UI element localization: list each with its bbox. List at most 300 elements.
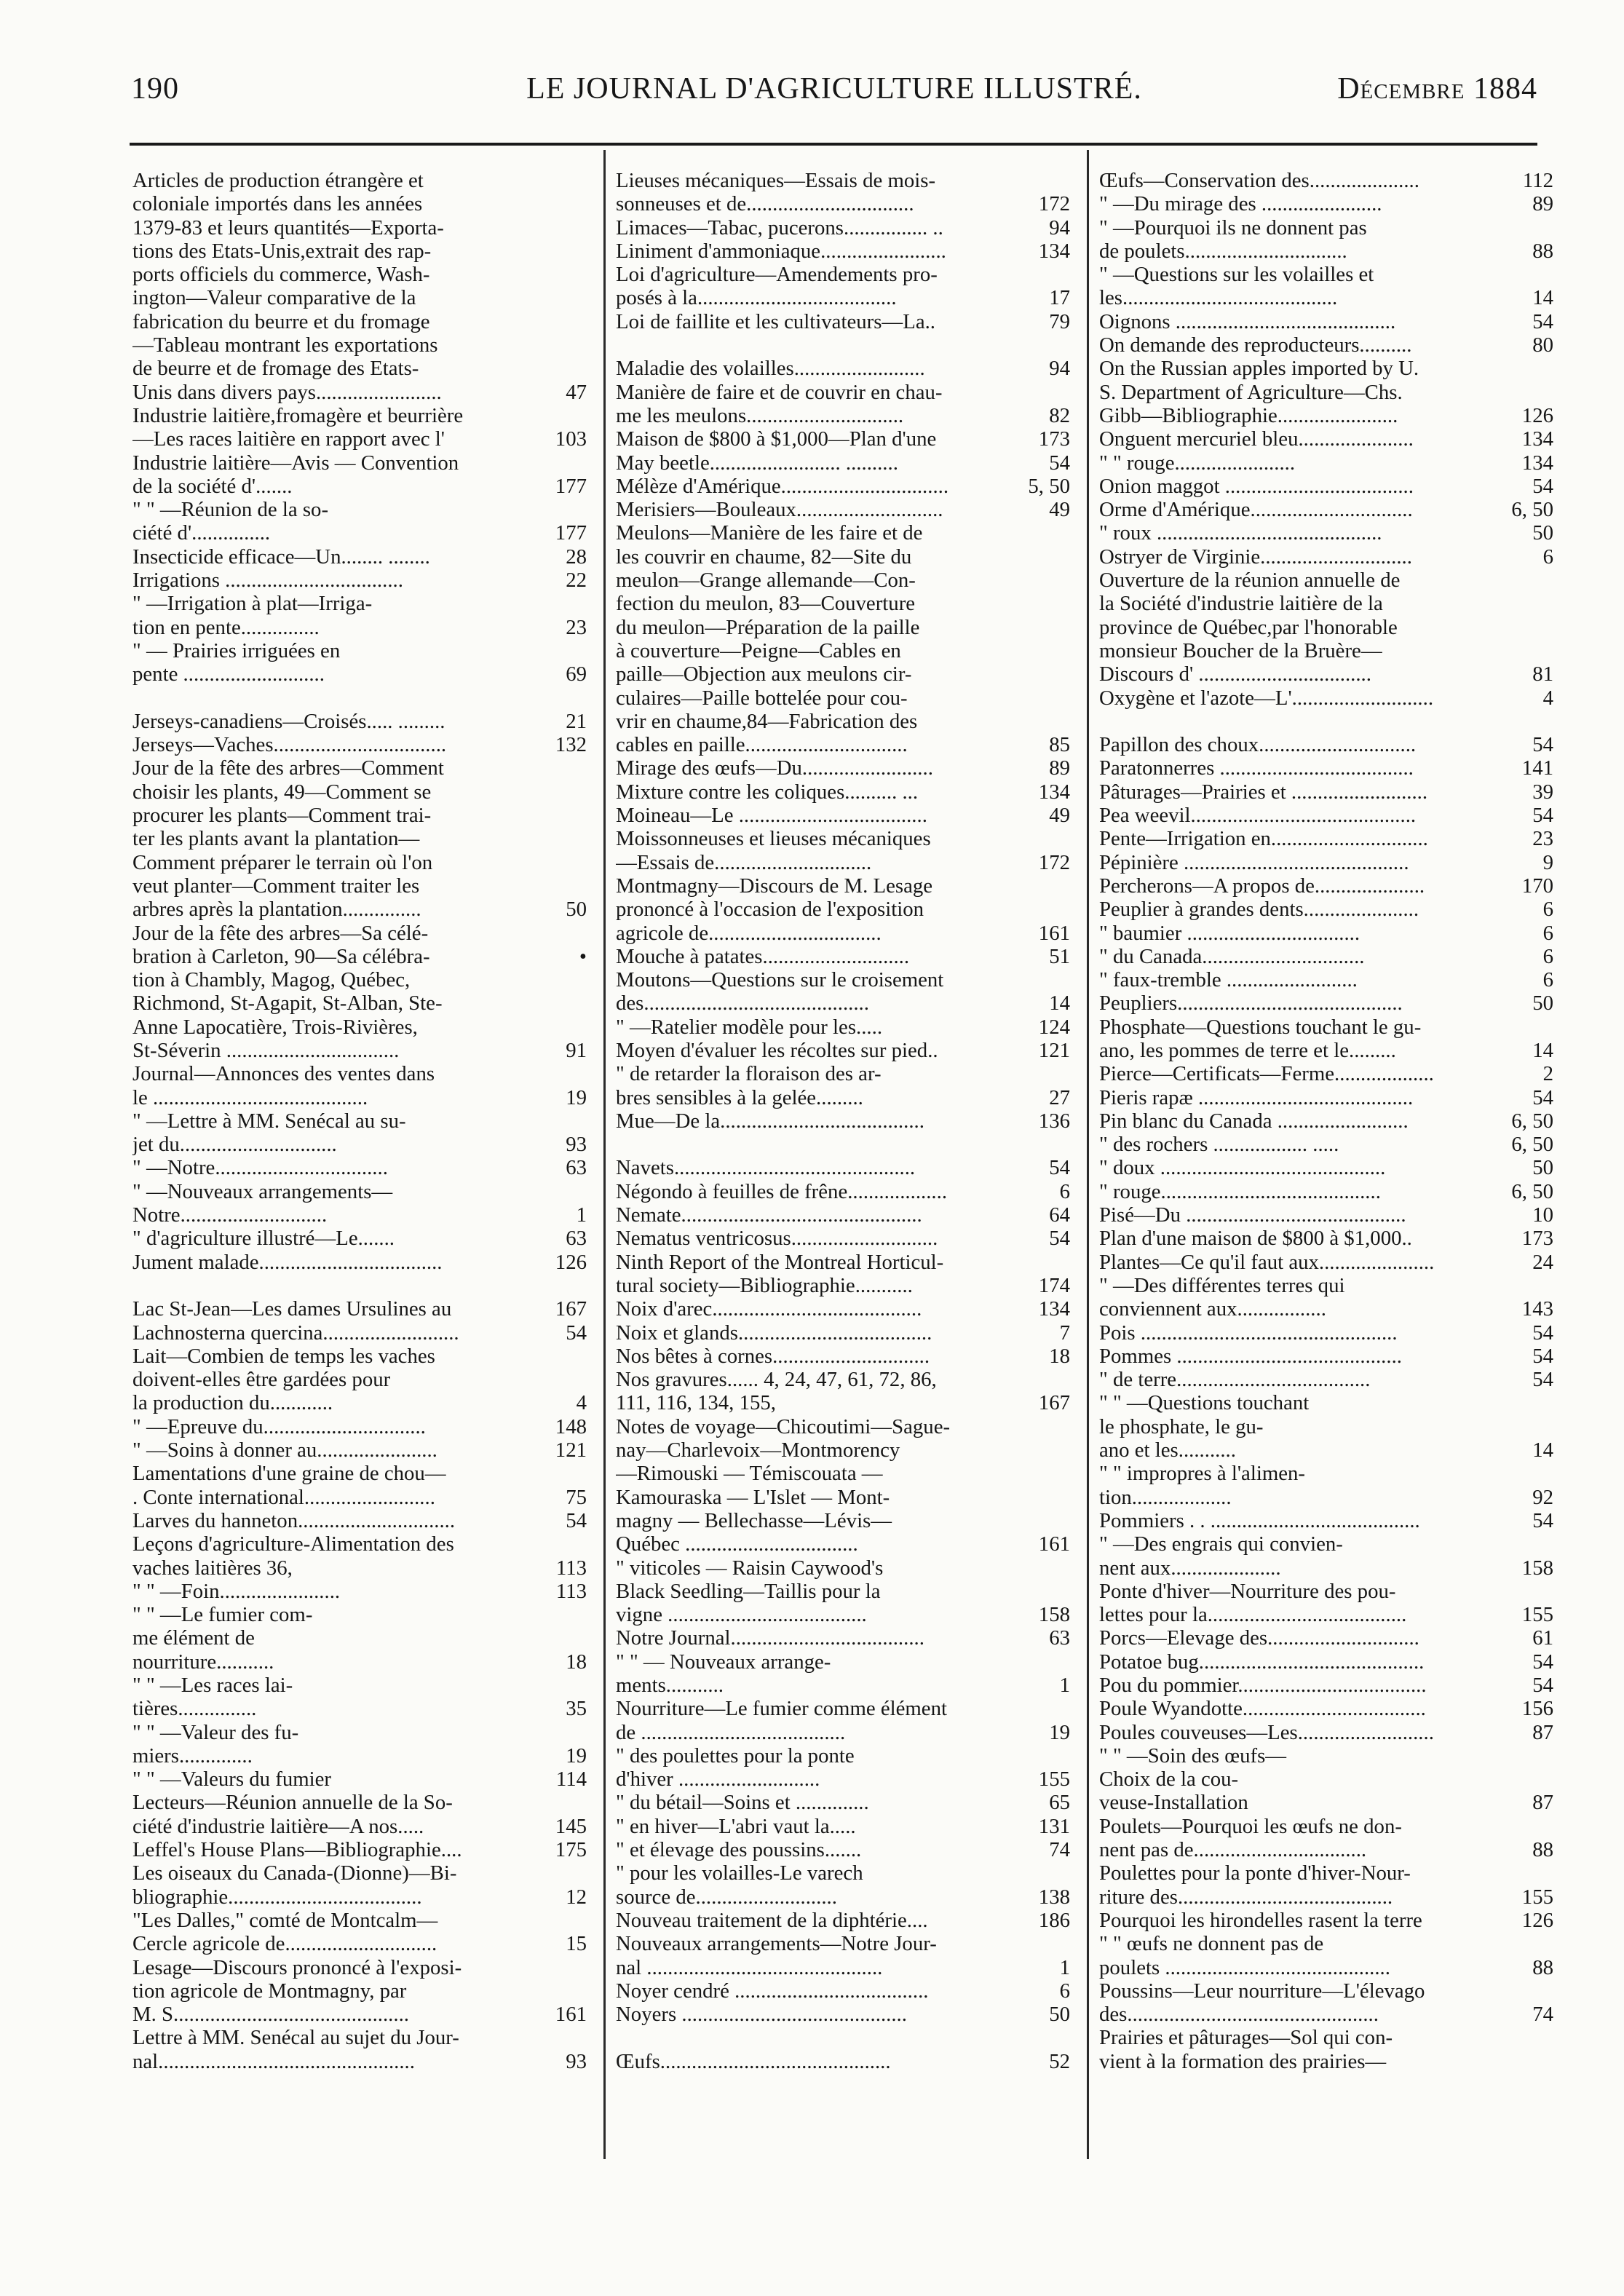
index-entry xyxy=(616,1721,1070,1744)
entry-text: Nouveaux arrangements—Notre Jour- xyxy=(616,1932,937,1956)
entry-text: Nematus ventricosus............................ xyxy=(616,1227,938,1251)
index-entry xyxy=(1099,874,1553,898)
entry-text: Montmagny—Discours de M. Lesage xyxy=(616,874,933,898)
entry-text: " roux ........................................... xyxy=(1099,521,1382,545)
page-number: 190 xyxy=(131,72,179,106)
index-entry xyxy=(1099,1156,1553,1179)
entry-page-number: 167 xyxy=(555,1297,587,1321)
entry-text: Leffel's House Plans—Bibliographie.... xyxy=(132,1838,462,1862)
entry-text: " et élevage des poussins....... xyxy=(616,1838,862,1862)
entry-text: riture des......................................... xyxy=(1099,1885,1393,1909)
entry-text: jet du.............................. xyxy=(132,1133,337,1157)
entry-page-number: 114 xyxy=(555,1767,587,1792)
index-entry xyxy=(1099,1791,1553,1814)
entry-text: ano et les........... xyxy=(1099,1438,1236,1462)
index-entry xyxy=(132,1932,587,1955)
entry-page-number: 131 xyxy=(1038,1814,1070,1838)
entry-text: Merisiers—Bouleaux............................ xyxy=(616,498,943,522)
entry-page-number: 161 xyxy=(1038,1532,1070,1556)
entry-page-number: 1 xyxy=(576,1203,587,1227)
entry-page-number: 93 xyxy=(566,2049,587,2073)
entry-text: Insecticide efficace—Un........ ........ xyxy=(132,545,430,569)
index-entry xyxy=(616,1697,1070,1720)
index-entry xyxy=(1099,945,1553,968)
entry-text: tural society—Bibliographie........... xyxy=(616,1273,913,1297)
index-entry xyxy=(132,1956,587,1979)
entry-text: Jerseys—Vaches................................. xyxy=(132,733,447,757)
entry-text: Jour de la fête des arbres—Comment xyxy=(132,756,444,780)
entry-page-number: 88 xyxy=(1532,1838,1553,1862)
index-entry xyxy=(132,240,587,263)
entry-page-number: 155 xyxy=(1521,1603,1553,1627)
entry-page-number: 94 xyxy=(1049,215,1070,240)
entry-text: posés à la...................................... xyxy=(616,286,897,310)
entry-text: me élément de xyxy=(132,1626,255,1650)
index-entry xyxy=(132,216,587,240)
index-entry xyxy=(132,1979,587,2003)
entry-page-number: 63 xyxy=(566,1156,587,1180)
entry-text: les couvrir en chaume, 82—Site du xyxy=(616,545,912,569)
entry-text: des........................................... xyxy=(616,991,869,1016)
entry-text: Ouverture de la réunion annuelle de xyxy=(1099,569,1401,593)
section-spacer xyxy=(132,686,587,710)
entry-page-number: 54 xyxy=(1532,1508,1553,1532)
entry-text: " —Notre................................. xyxy=(132,1156,388,1180)
entry-page-number: 143 xyxy=(1521,1297,1553,1321)
entry-text: " " —Le fumier com- xyxy=(132,1603,313,1627)
page-header xyxy=(131,71,1537,109)
index-entry xyxy=(616,1156,1070,1179)
entry-page-number: 50 xyxy=(1532,991,1553,1016)
entry-text: bration à Carleton, 90—Sa célébra- xyxy=(132,944,430,968)
entry-text: province de Québec,par l'honorable xyxy=(1099,615,1398,639)
entry-text: de poulets............................... xyxy=(1099,239,1347,263)
index-entry xyxy=(132,991,587,1015)
entry-text: Moissonneuses et lieuses mécaniques xyxy=(616,827,931,851)
index-entry xyxy=(616,616,1070,639)
entry-text: Plantes—Ce qu'il faut aux...................... xyxy=(1099,1250,1435,1274)
entry-page-number: 51 xyxy=(1049,944,1070,968)
index-entry xyxy=(132,1156,587,1179)
entry-text: Nos bêtes à cornes.............................. xyxy=(616,1344,930,1368)
entry-page-number: 6, 50 xyxy=(1511,1133,1553,1157)
index-entry xyxy=(616,592,1070,615)
index-entry xyxy=(1099,216,1553,240)
entry-text: —Les races laitière en rapport avec l' xyxy=(132,427,445,451)
index-entry xyxy=(1099,686,1553,710)
index-entry xyxy=(616,192,1070,215)
entry-page-number: 87 xyxy=(1532,1791,1553,1815)
index-entry xyxy=(616,639,1070,662)
entry-page-number: 6 xyxy=(1059,1179,1070,1203)
index-entry xyxy=(132,710,587,733)
entry-page-number: 170 xyxy=(1521,874,1553,898)
entry-page-number: 112 xyxy=(1522,169,1553,192)
index-entry xyxy=(132,404,587,427)
entry-page-number: 21 xyxy=(566,709,587,733)
entry-text: " du bétail—Soins et .............. xyxy=(616,1791,869,1815)
entry-text: —Rimouski — Témiscouata — xyxy=(616,1462,883,1486)
index-entry xyxy=(132,1297,587,1321)
column-divider-2 xyxy=(1087,150,1089,2159)
entry-text: tions des Etats-Unis,extrait des rap- xyxy=(132,239,432,263)
entry-text: Mouche à patates............................ xyxy=(616,944,910,968)
index-entry xyxy=(1099,1486,1553,1509)
entry-text: source de........................... xyxy=(616,1885,837,1909)
index-entry xyxy=(616,1956,1070,1979)
index-entry xyxy=(616,1556,1070,1580)
entry-text: Nourriture—Le fumier comme élément xyxy=(616,1697,947,1721)
index-column-3 xyxy=(1099,169,1553,2073)
section-spacer xyxy=(616,1133,1070,1156)
entry-text: Larves du hanneton.............................. xyxy=(132,1508,456,1532)
entry-page-number: 81 xyxy=(1532,662,1553,686)
entry-page-number: 19 xyxy=(566,1743,587,1767)
index-entry xyxy=(1099,521,1553,545)
entry-text: " " œufs ne donnent pas de xyxy=(1099,1932,1324,1956)
index-entry xyxy=(616,1109,1070,1133)
index-entry xyxy=(1099,1133,1553,1156)
index-entry xyxy=(1099,991,1553,1015)
entry-page-number: 54 xyxy=(1532,1650,1553,1674)
entry-text: Onion maggot .................................... xyxy=(1099,474,1414,498)
entry-page-number: 23 xyxy=(1532,827,1553,851)
index-entry xyxy=(132,1062,587,1085)
index-entry xyxy=(1099,780,1553,804)
index-entry xyxy=(1099,1297,1553,1321)
entry-text: meulon—Grange allemande—Con- xyxy=(616,569,916,593)
entry-text: Lecteurs—Réunion annuelle de la So- xyxy=(132,1791,453,1815)
entry-text: " —Lettre à MM. Senécal au su- xyxy=(132,1109,406,1133)
entry-text: Plan d'une maison de $800 à $1,000.. xyxy=(1099,1227,1412,1251)
index-entry xyxy=(616,1039,1070,1062)
index-entry xyxy=(616,756,1070,780)
entry-page-number: 161 xyxy=(1038,921,1070,945)
entry-page-number: 80 xyxy=(1532,333,1553,357)
index-entry xyxy=(616,451,1070,475)
index-entry xyxy=(616,1203,1070,1227)
index-entry xyxy=(616,1016,1070,1039)
entry-page-number: 88 xyxy=(1532,1955,1553,1979)
entry-page-number: 173 xyxy=(1038,427,1070,451)
index-entry xyxy=(132,381,587,404)
index-entry xyxy=(132,662,587,686)
entry-text: Orme d'Amérique............................... xyxy=(1099,498,1413,522)
index-entry xyxy=(616,991,1070,1015)
entry-text: " —Pourquoi ils ne donnent pas xyxy=(1099,215,1367,240)
entry-text: Moineau—Le .................................... xyxy=(616,804,927,828)
entry-text: Nouveau traitement de la diphtérie.... xyxy=(616,1908,928,1932)
entry-text: Choix de la cou- xyxy=(1099,1767,1239,1792)
entry-text: Œufs—Conservation des..................... xyxy=(1099,169,1419,192)
entry-text: " —Des engrais qui convien- xyxy=(1099,1532,1343,1556)
index-entry xyxy=(132,1721,587,1744)
entry-page-number: 10 xyxy=(1532,1203,1553,1227)
entry-text: nal ............................................. xyxy=(616,1955,883,1979)
entry-page-number: 126 xyxy=(1521,1908,1553,1932)
index-entry xyxy=(616,1486,1070,1509)
entry-page-number: 121 xyxy=(1038,1038,1070,1062)
index-entry xyxy=(132,1227,587,1250)
index-entry xyxy=(616,686,1070,710)
index-entry xyxy=(1099,639,1553,662)
entry-text: Œufs............................................ xyxy=(616,2049,891,2073)
section-spacer xyxy=(616,333,1070,357)
entry-page-number: 14 xyxy=(1532,1438,1553,1462)
index-entry xyxy=(132,475,587,498)
entry-page-number: 126 xyxy=(1521,403,1553,427)
index-entry xyxy=(132,333,587,357)
entry-text: " rouge.......................................... xyxy=(1099,1179,1381,1203)
index-entry xyxy=(132,1674,587,1697)
entry-text: Paratonnerres ..................................... xyxy=(1099,756,1414,780)
entry-page-number: 4 xyxy=(1542,686,1553,710)
index-entry xyxy=(1099,662,1553,686)
entry-page-number: 6 xyxy=(1542,968,1553,992)
index-entry xyxy=(1099,733,1553,756)
entry-text: Percherons—A propos de..................... xyxy=(1099,874,1425,898)
entry-page-number: 35 xyxy=(566,1697,587,1721)
index-entry xyxy=(616,1861,1070,1885)
entry-page-number: 14 xyxy=(1049,991,1070,1016)
entry-text: tion à Chambly, Magog, Québec, xyxy=(132,968,411,992)
entry-page-number: 134 xyxy=(1038,239,1070,263)
index-entry xyxy=(132,1133,587,1156)
index-entry xyxy=(1099,240,1553,263)
index-entry xyxy=(616,521,1070,545)
entry-page-number: 155 xyxy=(1521,1885,1553,1909)
entry-text: Peuplier à grandes dents...................... xyxy=(1099,898,1419,922)
entry-text: " " —Questions touchant xyxy=(1099,1391,1310,1415)
index-entry xyxy=(132,1486,587,1509)
entry-text: Pourquoi les hirondelles rasent la terre xyxy=(1099,1908,1422,1932)
entry-text: vrir en chaume,84—Fabrication des xyxy=(616,709,918,733)
entry-page-number: 19 xyxy=(1049,1720,1070,1744)
entry-page-number: 89 xyxy=(1532,192,1553,216)
index-entry xyxy=(616,1603,1070,1626)
index-entry xyxy=(1099,475,1553,498)
entry-page-number: 186 xyxy=(1038,1908,1070,1932)
index-entry xyxy=(616,1415,1070,1438)
entry-text: des................................................ xyxy=(1099,2003,1379,2027)
index-entry xyxy=(132,874,587,898)
index-entry xyxy=(616,569,1070,592)
entry-page-number: 54 xyxy=(1532,1344,1553,1368)
index-entry xyxy=(132,1791,587,1814)
entry-page-number: 173 xyxy=(1521,1227,1553,1251)
entry-text: Maison de $800 à $1,000—Plan d'une xyxy=(616,427,937,451)
entry-page-number: 54 xyxy=(1049,451,1070,475)
index-entry xyxy=(1099,1086,1553,1109)
index-entry xyxy=(132,1039,587,1062)
entry-text: " " — Nouveaux arrange- xyxy=(616,1650,831,1674)
index-entry xyxy=(616,475,1070,498)
entry-text: Oignons .......................................... xyxy=(1099,309,1396,333)
index-entry xyxy=(1099,1721,1553,1744)
entry-text: Meulons—Manière de les faire et de xyxy=(616,521,923,545)
entry-page-number: 54 xyxy=(1532,309,1553,333)
index-entry xyxy=(616,1509,1070,1532)
index-entry xyxy=(1099,2050,1553,2073)
index-entry xyxy=(616,945,1070,968)
index-entry xyxy=(1099,1956,1553,1979)
index-entry xyxy=(132,1203,587,1227)
index-entry xyxy=(616,922,1070,945)
entry-text: " " rouge....................... xyxy=(1099,451,1296,475)
index-entry xyxy=(132,1086,587,1109)
entry-text: Papillon des choux.............................. xyxy=(1099,733,1417,757)
entry-page-number: 54 xyxy=(1532,474,1553,498)
entry-text: tion en pente............... xyxy=(132,615,320,639)
entry-text: Notes de voyage—Chicoutimi—Sague- xyxy=(616,1414,951,1438)
entry-page-number: 24 xyxy=(1532,1250,1553,1274)
entry-text: les......................................... xyxy=(1099,286,1338,310)
entry-text: On demande des reproducteurs.......... xyxy=(1099,333,1412,357)
entry-text: " " —Les races lai- xyxy=(132,1674,293,1697)
entry-text: " —Soins à donner au....................... xyxy=(132,1438,437,1462)
entry-text: Peupliers........................................... xyxy=(1099,991,1403,1016)
index-entry xyxy=(1099,427,1553,451)
index-entry xyxy=(1099,827,1553,850)
index-entry xyxy=(132,451,587,475)
entry-text: de beurre et de fromage des Etats- xyxy=(132,357,419,381)
index-entry xyxy=(132,1815,587,1838)
entry-page-number: 6 xyxy=(1059,1979,1070,2003)
index-column-2 xyxy=(616,169,1070,2073)
index-entry xyxy=(132,1368,587,1391)
entry-text: veut planter—Comment traiter les xyxy=(132,874,420,898)
entry-text: pente ........................... xyxy=(132,662,325,686)
entry-page-number: 177 xyxy=(555,474,587,498)
index-entry xyxy=(1099,1532,1553,1556)
index-entry xyxy=(616,169,1070,192)
entry-text: monsieur Boucher de la Bruère— xyxy=(1099,638,1382,662)
index-entry xyxy=(616,1650,1070,1674)
entry-text: de la société d'....... xyxy=(132,474,293,498)
index-entry xyxy=(616,1909,1070,1932)
entry-page-number: 54 xyxy=(566,1508,587,1532)
entry-text: nay—Charlevoix—Montmorency xyxy=(616,1438,900,1462)
entry-page-number: 124 xyxy=(1038,1015,1070,1039)
index-entry xyxy=(616,2003,1070,2026)
entry-text: 1379-83 et leurs quantités—Exporta- xyxy=(132,215,444,240)
index-entry xyxy=(1099,498,1553,521)
index-entry xyxy=(132,1580,587,1603)
entry-text: paille—Objection aux meulons cir- xyxy=(616,662,912,686)
index-entry xyxy=(616,427,1070,451)
entry-text: " d'agriculture illustré—Le....... xyxy=(132,1227,395,1251)
index-entry xyxy=(616,827,1070,850)
entry-page-number: 39 xyxy=(1532,780,1553,804)
index-entry xyxy=(132,2026,587,2049)
index-entry xyxy=(616,1532,1070,1556)
index-entry xyxy=(1099,1603,1553,1626)
entry-text: Poulets—Pourquoi les œufs ne don- xyxy=(1099,1814,1402,1838)
index-entry xyxy=(132,427,587,451)
index-entry xyxy=(1099,1650,1553,1674)
index-entry xyxy=(616,1791,1070,1814)
index-entry xyxy=(616,1932,1070,1955)
entry-text: Lait—Combien de temps les vaches xyxy=(132,1344,435,1368)
index-entry xyxy=(132,2050,587,2073)
index-entry xyxy=(616,710,1070,733)
index-entry xyxy=(1099,1509,1553,1532)
entry-page-number: 145 xyxy=(555,1814,587,1838)
entry-page-number: 85 xyxy=(1049,733,1070,757)
entry-text: —Tableau montrant les exportations xyxy=(132,333,438,357)
entry-page-number: 87 xyxy=(1532,1720,1553,1744)
index-entry xyxy=(132,192,587,215)
entry-page-number: 54 xyxy=(1532,733,1553,757)
section-spacer xyxy=(1099,710,1553,733)
index-entry xyxy=(1099,616,1553,639)
entry-text: Gibb—Bibliographie....................... xyxy=(1099,403,1398,427)
entry-page-number: 23 xyxy=(566,615,587,639)
entry-text: " pour les volailles-Le varech xyxy=(616,1861,863,1885)
index-entry xyxy=(1099,922,1553,945)
index-entry xyxy=(132,616,587,639)
entry-page-number: 113 xyxy=(555,1579,587,1603)
index-entry xyxy=(1099,1626,1553,1650)
entry-text: Limaces—Tabac, pucerons................ .. xyxy=(616,215,943,240)
entry-text: Poules couveuses—Les.......................... xyxy=(1099,1720,1434,1744)
entry-text: poulets ........................................... xyxy=(1099,1955,1390,1979)
entry-text: agricole de................................. xyxy=(616,921,882,945)
index-entry xyxy=(132,1838,587,1861)
entry-text: Pommes ........................................... xyxy=(1099,1344,1402,1368)
entry-text: Mue—De la....................................... xyxy=(616,1109,924,1133)
index-entry xyxy=(132,968,587,991)
entry-page-number: 65 xyxy=(1049,1791,1070,1815)
index-entry xyxy=(132,1697,587,1720)
entry-page-number: 47 xyxy=(566,380,587,404)
entry-page-number: 6 xyxy=(1542,944,1553,968)
entry-page-number: 174 xyxy=(1038,1273,1070,1297)
index-entry xyxy=(1099,898,1553,921)
index-entry xyxy=(616,357,1070,380)
entry-page-number: 6, 50 xyxy=(1511,1109,1553,1133)
entry-page-number: 6, 50 xyxy=(1511,1179,1553,1203)
entry-page-number: 50 xyxy=(566,898,587,922)
entry-text: Ninth Report of the Montreal Horticul- xyxy=(616,1250,944,1274)
index-entry xyxy=(132,1885,587,1909)
index-entry xyxy=(1099,263,1553,286)
entry-page-number: 92 xyxy=(1532,1485,1553,1509)
index-entry xyxy=(132,827,587,850)
entry-text: " en hiver—L'abri vaut la..... xyxy=(616,1814,856,1838)
index-entry xyxy=(616,286,1070,309)
entry-text: " " impropres à l'alimen- xyxy=(1099,1462,1305,1486)
entry-text: Liniment d'ammoniaque........................ xyxy=(616,239,946,263)
entry-text: d'hiver ........................... xyxy=(616,1767,820,1792)
index-entry xyxy=(1099,1274,1553,1297)
entry-text: Anne Lapocatière, Trois-Rivières, xyxy=(132,1015,418,1039)
index-entry xyxy=(1099,404,1553,427)
entry-page-number: 79 xyxy=(1049,309,1070,333)
entry-text: Comment préparer le terrain où l'on xyxy=(132,850,433,874)
entry-page-number: 18 xyxy=(1049,1344,1070,1368)
entry-text: choisir les plants, 49—Comment se xyxy=(132,780,432,804)
index-entry xyxy=(132,898,587,921)
index-entry xyxy=(1099,1815,1553,1838)
index-entry xyxy=(616,968,1070,991)
entry-text: coloniale importés dans les années xyxy=(132,192,423,216)
entry-text: Black Seedling—Taillis pour la xyxy=(616,1579,881,1603)
index-entry xyxy=(1099,1885,1553,1909)
entry-text: S. Department of Agriculture—Chs. xyxy=(1099,380,1403,404)
entry-page-number: 1 xyxy=(1059,1674,1070,1697)
entry-text: procurer les plants—Comment trai- xyxy=(132,804,432,828)
